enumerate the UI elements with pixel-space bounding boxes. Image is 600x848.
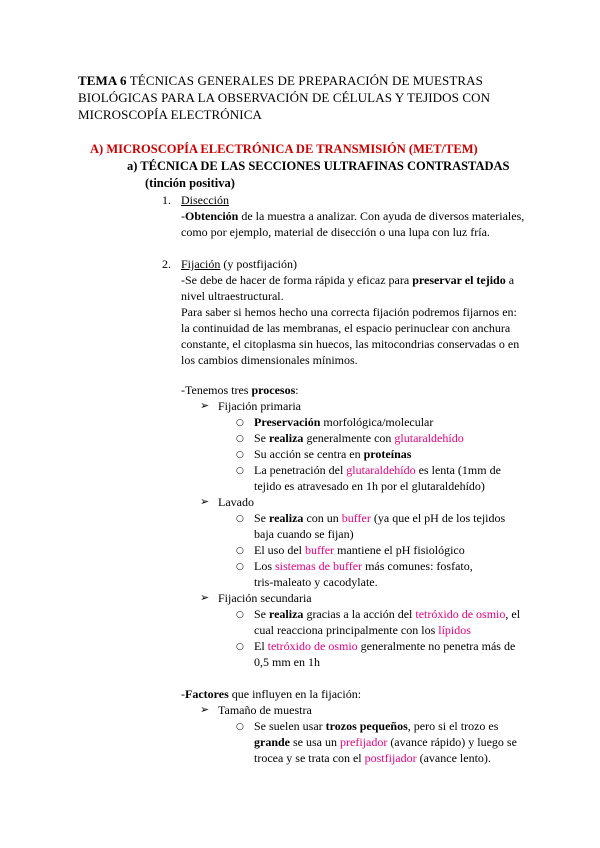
primaria-item-4-cont: tejido es atravesado en 1h por el glutaraldehído) [254,479,485,493]
circle-bullet-icon: ○ [236,610,244,620]
lavado-item-1: Se realiza con un buffer (ya que el pH de los tejidos [254,511,506,525]
subsection-heading: a) TÉCNICA DE LAS SECCIONES ULTRAFINAS CONTRASTADAS [127,159,510,173]
fijacion-line6: los cambios dimensionales mínimos. [181,353,358,367]
process-fijacion-primaria: Fijación primaria [218,399,301,413]
lavado-item-3-cont: tris-maleato y cacodylate. [254,575,378,589]
process-fijacion-secundaria: Fijación secundaria [218,591,312,605]
page-title: TEMA 6 TÉCNICAS GENERALES DE PREPARACIÓN DE MUESTRAS [78,73,484,88]
circle-bullet-icon: ○ [236,546,244,556]
secundaria-item-2-cont: 0,5 mm en 1h [254,655,320,669]
primaria-item-2: Se realiza generalmente con glutaraldehído [254,431,464,445]
circle-bullet-icon: ○ [236,450,244,460]
circle-bullet-icon: ○ [236,418,244,428]
procesos-intro: -Tenemos tres procesos: [181,383,299,397]
primaria-item-1: Preservación morfológica/molecular [254,415,434,429]
circle-bullet-icon: ○ [236,514,244,524]
arrow-bullet-icon: ➢ [200,495,210,508]
primaria-item-4: La penetración del glutaraldehído es lenta (1mm de [254,463,501,477]
diseccion-line1: -Obtención de la muestra a analizar. Con ayuda de diversos materiales, [181,209,525,223]
circle-bullet-icon: ○ [236,642,244,652]
circle-bullet-icon: ○ [236,562,244,572]
circle-bullet-icon: ○ [236,434,244,444]
factor-tamano-muestra: Tamaño de muestra [218,703,312,717]
list-number-2: 2. [162,257,171,271]
factores-intro: -Factores que influyen en la fijación: [181,687,362,701]
lavado-item-1-cont: baja cuando se fijan) [254,527,354,541]
factor-item-1: Se suelen usar trozos pequeños, pero si el trozo es [254,719,499,733]
step-title-fijacion: Fijación (y postfijación) [181,257,297,271]
secundaria-item-1: Se realiza gracias a la acción del tetróxido de osmio, el [254,607,521,621]
factor-item-1-cont2: trocea y se trata con el postfijador (avance lento). [254,751,491,765]
circle-bullet-icon: ○ [236,722,244,732]
fijacion-line2: nivel ultraestructural. [181,289,284,303]
secundaria-item-2: El tetróxido de osmio generalmente no penetra más de [254,639,516,653]
diseccion-line2: como por ejemplo, material de disección o una lupa con luz fría. [181,225,490,239]
fijacion-line5: constante, el citoplasma sin huecos, las mitocondrias conservadas o en [181,337,520,351]
arrow-bullet-icon: ➢ [200,703,210,716]
fijacion-line1: -Se debe de hacer de forma rápida y eficaz para preservar el tejido a [181,273,515,287]
fijacion-line4: la continuidad de las membranas, el espacio perinuclear con anchura [181,321,511,335]
step-title-diseccion: Disección [181,193,229,207]
secundaria-item-1-cont: cual reacciona principalmente con los lípidos [254,623,471,637]
arrow-bullet-icon: ➢ [200,399,210,412]
circle-bullet-icon: ○ [236,466,244,476]
primaria-item-3: Su acción se centra en proteínas [254,447,412,461]
page-title-line2: BIOLÓGICAS PARA LA OBSERVACIÓN DE CÉLULAS Y TEJIDOS CON [78,90,491,105]
fijacion-line3: Para saber si hemos hecho una correcta fijación podremos fijarnos en: [181,305,517,319]
page-title-line3: MICROSCOPÍA ELECTRÓNICA [78,107,262,122]
section-heading-met: A) MICROSCOPÍA ELECTRÓNICA DE TRANSMISIÓN (MET/TEM) [90,142,478,156]
lavado-item-2: El uso del buffer mantiene el pH fisiológico [254,543,465,557]
factor-item-1-cont: grande se usa un prefijador (avance rápido) y luego se [254,735,517,749]
process-lavado: Lavado [218,495,254,509]
list-number-1: 1. [162,193,171,207]
lavado-item-3: Los sistemas de buffer más comunes: fosfato, [254,559,473,573]
arrow-bullet-icon: ➢ [200,591,210,604]
subsection-heading-line2: (tinción positiva) [145,176,235,190]
